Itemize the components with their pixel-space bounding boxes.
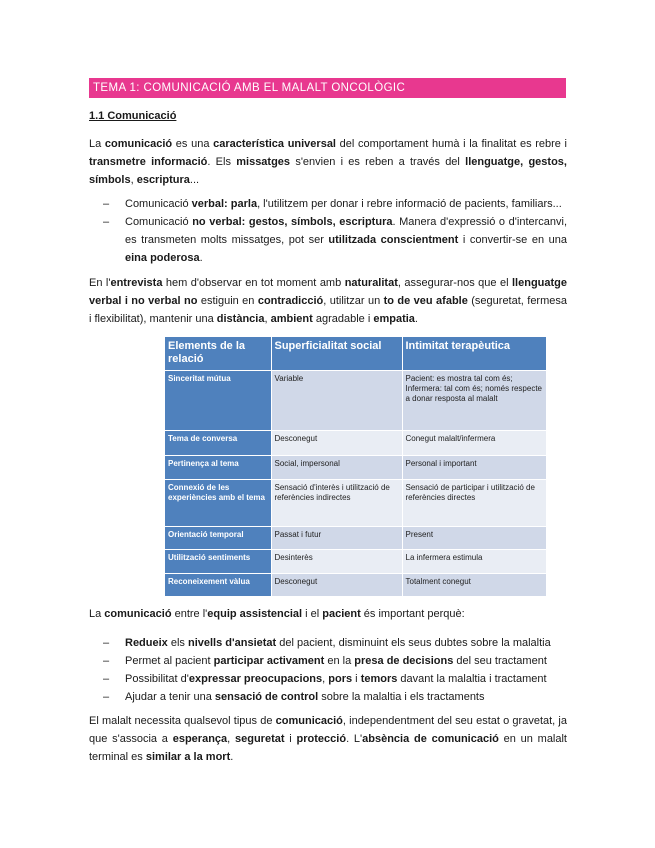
social-cell: Desconegut [271, 431, 402, 456]
table-row [165, 527, 546, 550]
header-therapeutic: Intimitat terapèutica [402, 337, 546, 371]
list-item-verbal: – Comunicació verbal: parla, l'utilitzem per donar i rebre informació de pacients, familiars... [89, 195, 567, 213]
table-row [165, 371, 546, 431]
therapeutic-cell: Pacient: es mostra tal com és; Infermera: tal com és; només respecte a donar resposta al malalt [402, 371, 546, 431]
row-label: Connexió de les experiències amb el tema [165, 480, 271, 527]
table-row [165, 574, 546, 596]
table-row [165, 456, 546, 480]
therapeutic-cell: Sensació de participar i utilització de referències directes [402, 480, 546, 527]
row-label: Utilització sentiments [165, 550, 271, 574]
dash-bullet: – [103, 198, 110, 210]
intro-paragraph: La comunicació es una característica universal del comportament humà i la finalitat es rebre i transmetre informació. Els missatges s'envien i es reben a través del llenguatge, gestos, símbols, escriptura... [89, 138, 568, 186]
interview-paragraph: En l'entrevista hem d'observar en tot moment amb naturalitat, assegurar-nos que el llenguatge verbal i no verbal no estiguin en contradicció, utilitzar un to de veu afable (seguretat, fermesa i flexibilitat), mantenir una distància, ambient agradable i empatia. [89, 277, 568, 325]
list-item: – Possibilitat d'expressar preocupacions, pors i temors davant la malaltia i tractament [89, 670, 567, 688]
dash-bullet: – [103, 216, 110, 228]
dash-bullet: – [103, 691, 110, 703]
social-cell: Social, impersonal [271, 456, 402, 480]
list-item-nonverbal: – Comunicació no verbal: gestos, símbols, escriptura. Manera d'expressió o d'intercanvi, es transmeten molts missatges, pot ser utilitzada conscientment i convertir-se en una eina poderosa. [89, 213, 567, 267]
relationship-elements-table [165, 337, 547, 596]
benefits-list [89, 634, 567, 706]
table-row [165, 431, 546, 456]
topic-title-banner: TEMA 1: COMUNICACIÓ AMB EL MALALT ONCOLÒGIC [89, 78, 566, 98]
therapeutic-cell: Present [402, 527, 546, 550]
dash-bullet: – [103, 655, 110, 667]
social-cell: Passat i futur [271, 527, 402, 550]
social-cell: Variable [271, 371, 402, 431]
list-item: – Ajudar a tenir una sensació de control sobre la malaltia i els tractaments [89, 688, 567, 706]
closing-paragraph: El malalt necessita qualsevol tipus de comunicació, independentment del seu estat o gravetat, ja que s'associa a esperança, seguretat i protecció. L'absència de comunicació en un malalt terminal es similar a la mort. [89, 715, 567, 763]
table-header-row [165, 337, 546, 371]
section-heading: 1.1 Comunicació [89, 110, 177, 122]
therapeutic-cell: Personal i important [402, 456, 546, 480]
social-cell: Desinterès [271, 550, 402, 574]
team-communication-paragraph: La comunicació entre l'equip assistencial i el pacient és important perquè: [89, 608, 465, 620]
table-row [165, 480, 546, 527]
dash-bullet: – [103, 673, 110, 685]
communication-types-list [89, 195, 567, 267]
therapeutic-cell: Totalment conegut [402, 574, 546, 596]
list-item: – Redueix els nivells d'ansietat del pacient, disminuint els seus dubtes sobre la malaltia [89, 634, 567, 652]
row-label: Orientació temporal [165, 527, 271, 550]
row-label: Tema de conversa [165, 431, 271, 456]
header-social: Superficialitat social [271, 337, 402, 371]
list-item: – Permet al pacient participar activament en la presa de decisions del seu tractament [89, 652, 567, 670]
social-cell: Desconegut [271, 574, 402, 596]
therapeutic-cell: Conegut malalt/infermera [402, 431, 546, 456]
social-cell: Sensació d'interès i utilització de referències indirectes [271, 480, 402, 527]
table-row [165, 550, 546, 574]
header-elements: Elements de la relació [165, 337, 271, 371]
row-label: Reconeixement vàlua [165, 574, 271, 596]
therapeutic-cell: La infermera estimula [402, 550, 546, 574]
row-label: Sinceritat mútua [165, 371, 271, 431]
dash-bullet: – [103, 637, 110, 649]
row-label: Pertinença al tema [165, 456, 271, 480]
